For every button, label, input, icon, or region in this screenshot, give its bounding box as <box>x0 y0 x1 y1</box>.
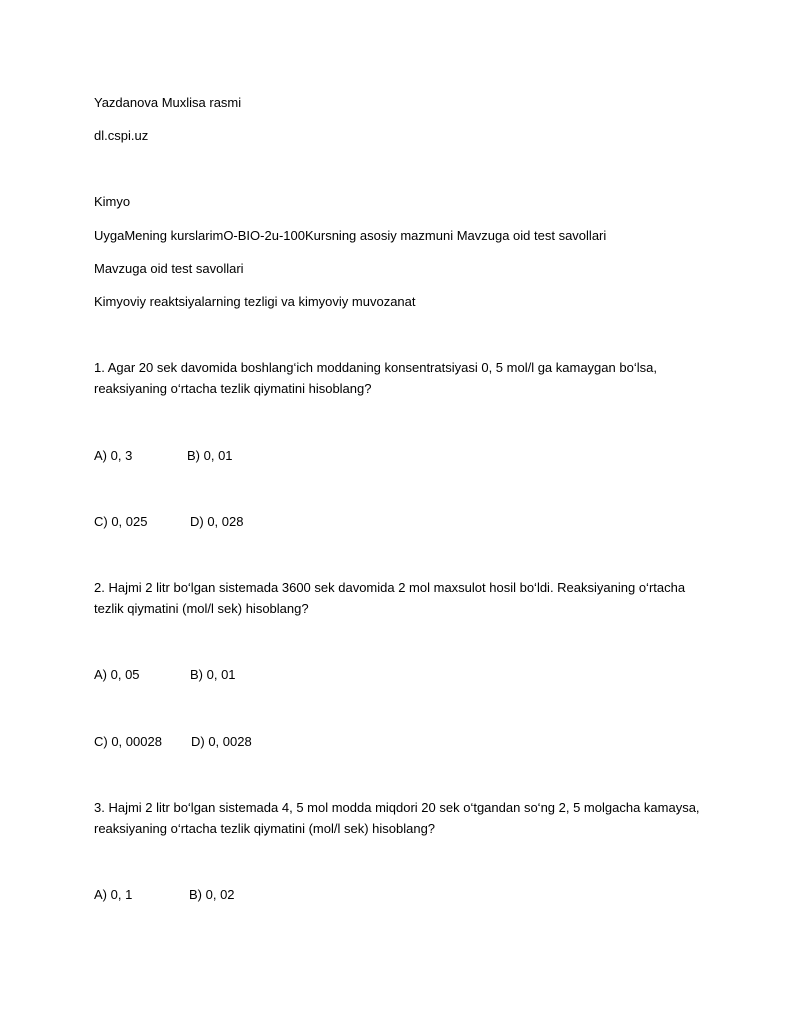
site-url: dl.cspi.uz <box>94 128 149 143</box>
question-2-option-c: C) 0, 00028 <box>94 734 162 749</box>
question-1-option-d: D) 0, 028 <box>190 514 244 529</box>
breadcrumb: UygaMening kurslarimO-BIO-2u-100Kursning asosiy mazmuni Mavzuga oid test savollari <box>94 228 607 243</box>
question-2-option-d: D) 0, 0028 <box>191 734 252 749</box>
question-1-text-line-1: 1. Agar 20 sek davomida boshlang‘ich moddaning konsentratsiyasi 0, 5 mol/l ga kamaygan bo‘lsa, <box>94 360 657 375</box>
section-title: Mavzuga oid test savollari <box>94 261 244 276</box>
question-2-text-line-2: tezlik qiymatini (mol/l sek) hisoblang? <box>94 601 309 616</box>
author-line: Yazdanova Muxlisa rasmi <box>94 95 242 110</box>
question-1-option-b: B) 0, 01 <box>187 448 233 463</box>
question-2-options-row-2 <box>94 732 714 752</box>
question-2-options-row-1 <box>94 665 714 685</box>
question-1-options-row-2 <box>94 512 714 532</box>
topic-title: Kimyoviy reaktsiyalarning tezligi va kimyoviy muvozanat <box>94 294 416 309</box>
question-1-options-row-1 <box>94 446 714 466</box>
question-3-option-b: B) 0, 02 <box>189 887 235 902</box>
question-2-option-a: A) 0, 05 <box>94 667 140 682</box>
question-1-option-a: A) 0, 3 <box>94 448 133 463</box>
question-3-option-a: A) 0, 1 <box>94 887 133 902</box>
question-3-options-row-1 <box>94 885 714 905</box>
question-2-option-b: B) 0, 01 <box>190 667 236 682</box>
question-1-option-c: C) 0, 025 <box>94 514 148 529</box>
question-3-text-line-2: reaksiyaning o‘rtacha tezlik qiymatini (mol/l sek) hisoblang? <box>94 821 436 836</box>
question-2-text-line-1: 2. Hajmi 2 litr bo‘lgan sistemada 3600 sek davomida 2 mol maxsulot hosil bo‘ldi. Reaksiyaning o‘rtacha <box>94 580 686 595</box>
subject-title: Kimyo <box>94 194 131 209</box>
question-1-text-line-2: reaksiyaning o‘rtacha tezlik qiymatini hisoblang? <box>94 381 372 396</box>
question-3-text-line-1: 3. Hajmi 2 litr bo‘lgan sistemada 4, 5 mol modda miqdori 20 sek o‘tgandan so‘ng 2, 5 molgacha kamaysa, <box>94 800 700 815</box>
